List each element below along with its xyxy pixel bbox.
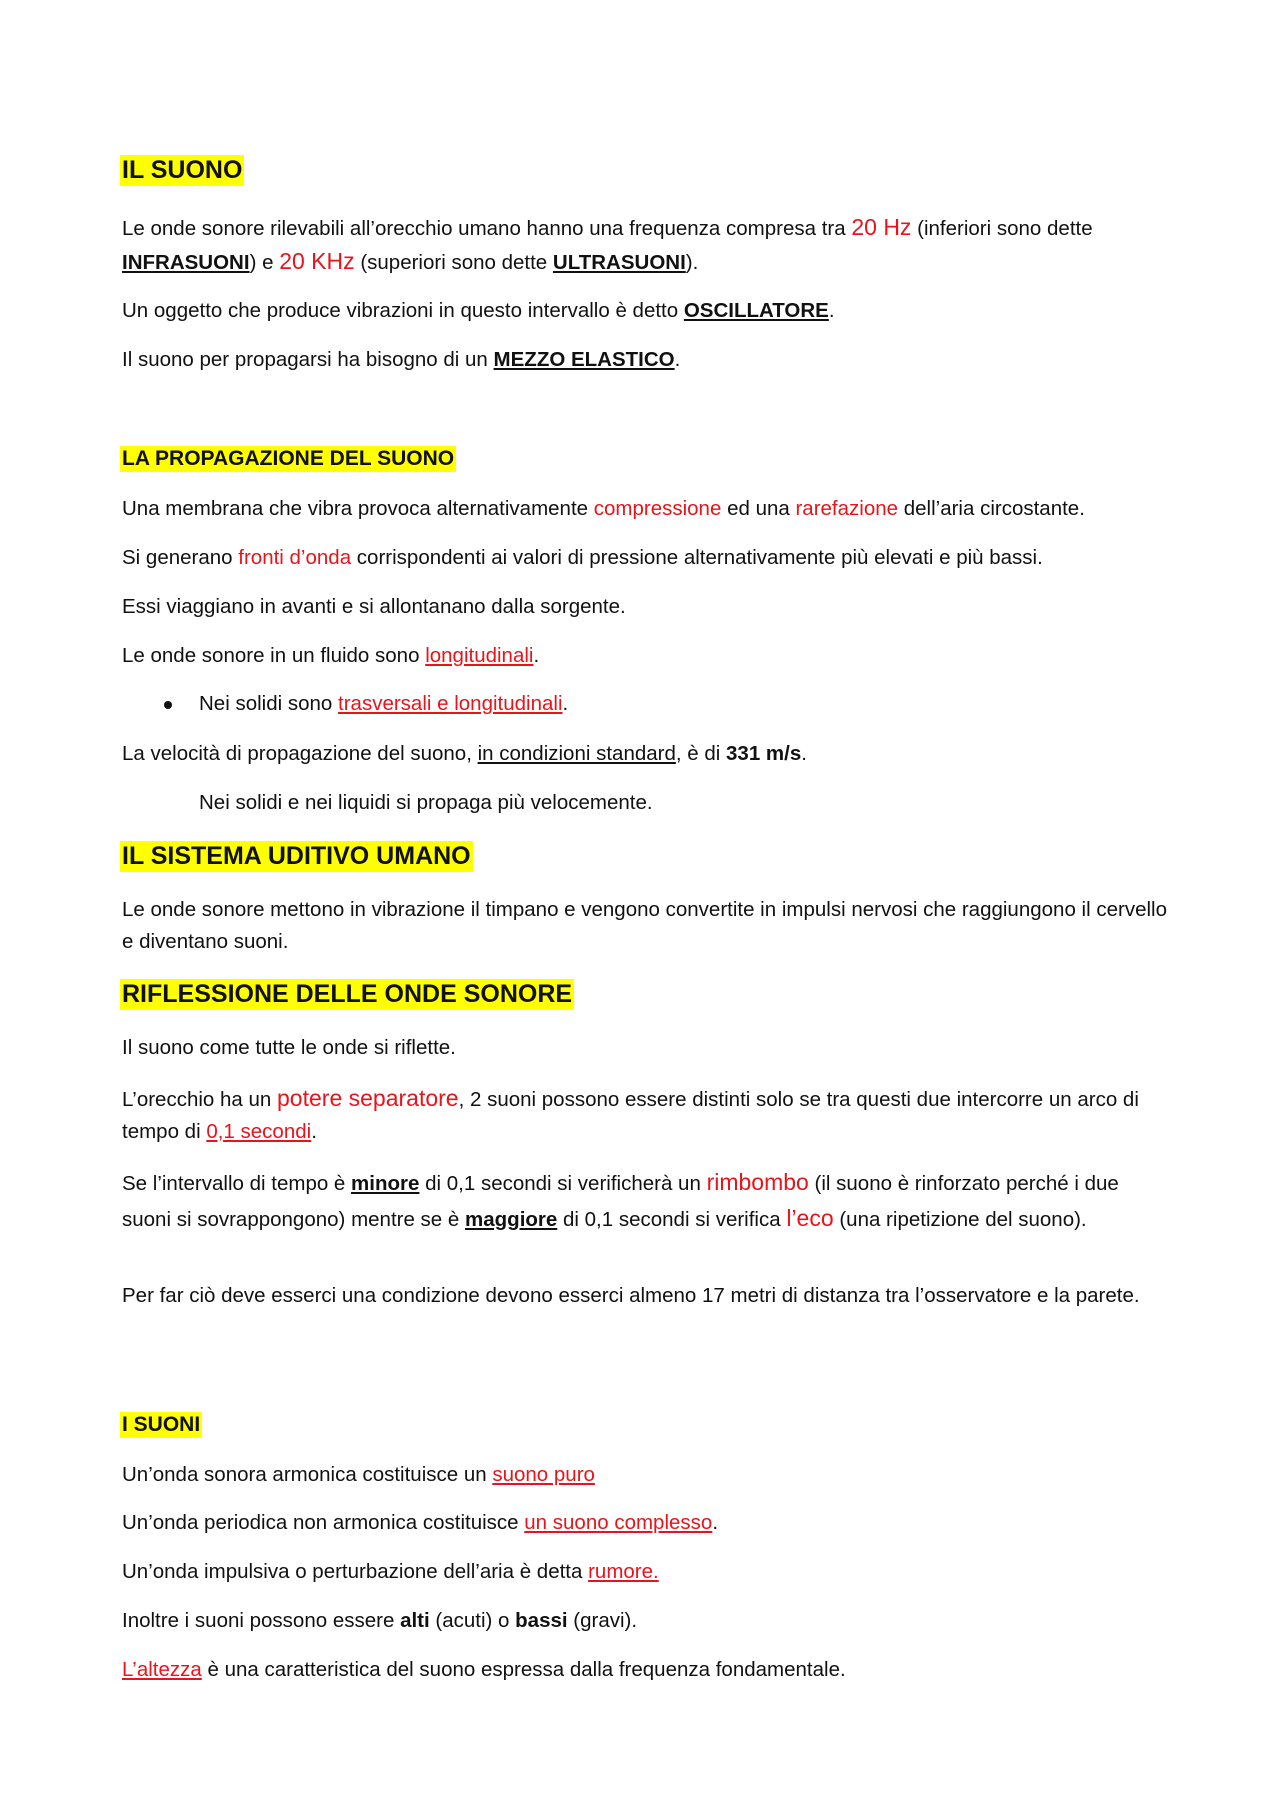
paragraph-velocita: La velocità di propagazione del suono, in condizioni standard, è di 331 m/s. (122, 742, 807, 765)
heading-propagazione: LA PROPAGAZIONE DEL SUONO (122, 447, 455, 470)
paragraph-oscillatore: Un oggetto che produce vibrazioni in questo intervallo è detto OSCILLATORE. (122, 299, 835, 322)
paragraph-suono-complesso: Un’onda periodica non armonica costituisce un suono complesso. (122, 1511, 719, 1534)
paragraph-rumore: Un’onda impulsiva o perturbazione dell’aria è detta rumore. (122, 1560, 659, 1583)
heading-il-suono: IL SUONO (122, 156, 243, 184)
paragraph-fluido: Le onde sonore in un fluido sono longitudinali. (122, 644, 540, 667)
heading-riflessione: RIFLESSIONE DELLE ONDE SONORE (122, 980, 573, 1008)
paragraph-potere-separatore: L’orecchio ha un potere separatore, 2 suoni possono essere distinti solo se tra questi due intercorre un arco di tempo di 0,1 secondi. (122, 1085, 1139, 1143)
bullet-icon (164, 701, 172, 709)
paragraph-17-metri: Per far ciò deve esserci una condizione devono esserci almeno 17 metri di distanza tra l’osservatore e la parete. (122, 1284, 1140, 1307)
paragraph-solidi-liquidi: Nei solidi e nei liquidi si propaga più velocemente. (199, 791, 653, 814)
paragraph-fronti-onda: Si generano fronti d’onda corrispondenti ai valori di pressione alternativamente più elevati e più bassi. (122, 546, 1043, 569)
paragraph-alti-bassi: Inoltre i suoni possono essere alti (acuti) o bassi (gravi). (122, 1609, 638, 1632)
paragraph-rimbombo-eco: Se l’intervallo di tempo è minore di 0,1 secondi si verificherà un rimbombo (il suono è rinforzato perché i due suoni si sovrappongono) mentre se è maggiore di 0,1 secondi si verifica l’eco (una ripetizione del suono). (122, 1169, 1119, 1231)
paragraph-riflette: Il suono come tutte le onde si riflette. (122, 1036, 456, 1059)
bullet-item-solidi: Nei solidi sono trasversali e longitudinali. (122, 688, 1172, 720)
paragraph-mezzo-elastico: Il suono per propagarsi ha bisogno di un MEZZO ELASTICO. (122, 348, 681, 371)
heading-i-suoni: I SUONI (122, 1413, 201, 1436)
heading-sistema-uditivo: IL SISTEMA UDITIVO UMANO (122, 842, 471, 870)
paragraph-altezza: L’altezza è una caratteristica del suono espressa dalla frequenza fondamentale. (122, 1658, 846, 1681)
paragraph-suono-puro: Un’onda sonora armonica costituisce un suono puro (122, 1463, 595, 1486)
paragraph-frequenza: Le onde sonore rilevabili all’orecchio umano hanno una frequenza compresa tra 20 Hz (inferiori sono dette INFRASUONI) e 20 KHz (superiori sono dette ULTRASUONI). (122, 214, 1093, 274)
paragraph-viaggiano: Essi viaggiano in avanti e si allontanano dalla sorgente. (122, 595, 626, 618)
paragraph-timpano: Le onde sonore mettono in vibrazione il timpano e vengono convertite in impulsi nervosi che raggiungono il cervello e diventano suoni. (122, 898, 1167, 953)
paragraph-membrana: Una membrana che vibra provoca alternativamente compressione ed una rarefazione dell’aria circostante. (122, 497, 1085, 520)
